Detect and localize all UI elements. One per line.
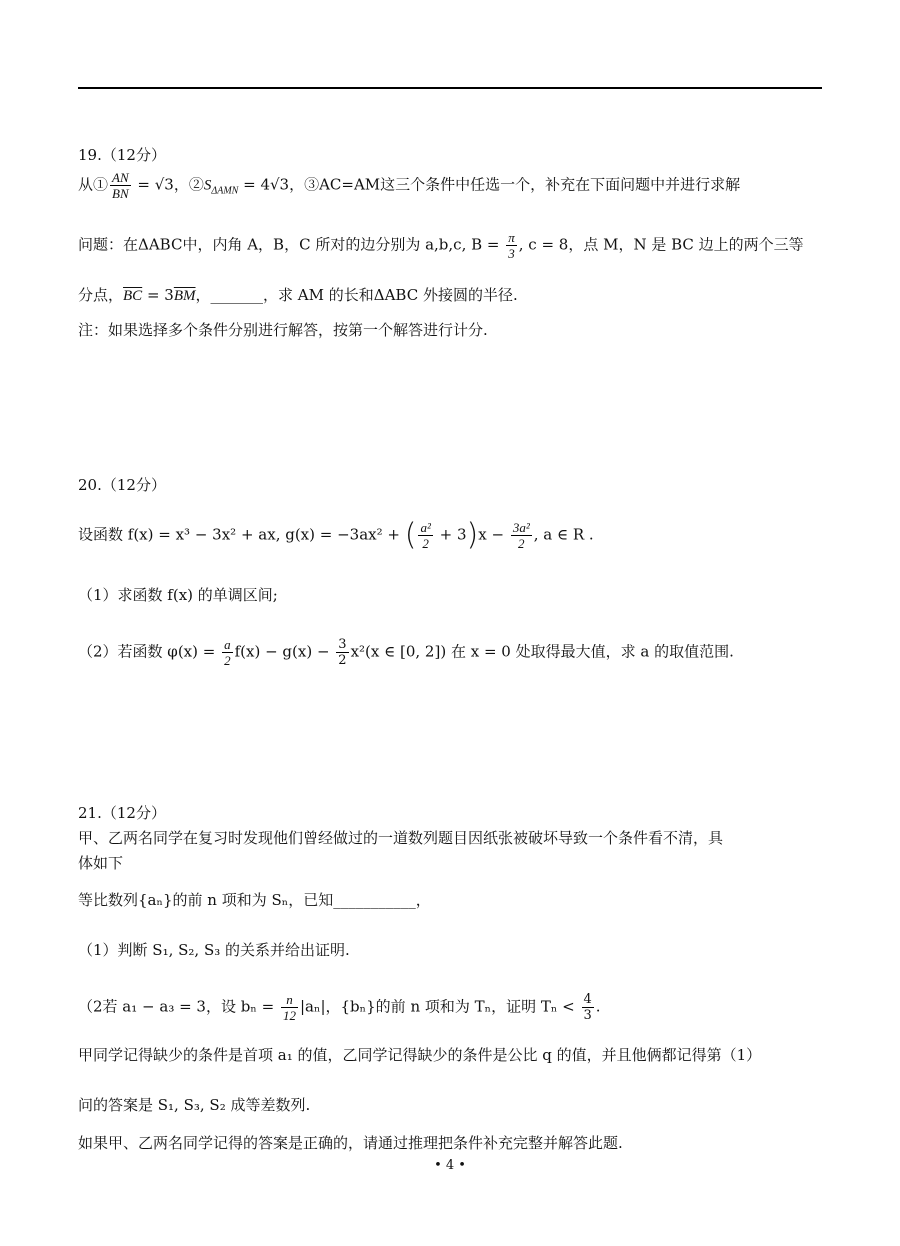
- q20-line1: 设函数 f(x) = x³ − 3x² + ax, g(x) = −3ax² + ( $\frac{\text{a²}}{2}$ + 3)x − $\frac{\text{3a²}}{2}$ , a ∈ R .: [78, 517, 594, 553]
- q21-part2: （2若 a₁ − a₃ = 3，设 bₙ = $\frac{n}{12}$ |aₙ|，{bₙ}的前 n 项和为 Tₙ，证明 Tₙ < $\frac{4}{3}$ .: [78, 992, 601, 1023]
- q19-header: 19.（12分）: [78, 146, 166, 164]
- q21-part1: （1）判断 S₁, S₂, S₃ 的关系并给出证明.: [78, 941, 350, 959]
- q21-line3: 等比数列{aₙ}的前 n 项和为 Sₙ，已知___________，: [78, 891, 431, 909]
- fraction-an-bn: $\frac{AN}{BN}$: [112, 170, 129, 201]
- fraction-a2-2: $\frac{\text{a²}}{2}$: [420, 520, 431, 551]
- q19-line1: 从① $\frac{AN}{BN}$ = √3，$②S_{\Delta AMN} = 4√3$，③AC=AM这三个条件中任选一个，补充在下面问题中并进行求解: [78, 170, 741, 201]
- fraction-a-2: $\frac{a}{2}$: [224, 637, 231, 668]
- q21-line1: 甲、乙两名同学在复习时发现他们曾经做过的一道数列题目因纸张被破坏导致一个条件看不清，具: [78, 829, 724, 847]
- q21-line4: 甲同学记得缺少的条件是首项 a₁ 的值，乙同学记得缺少的条件是公比 q 的值，并且他俩都记得第（1）: [78, 1046, 762, 1064]
- fraction-3a2-2: $\frac{\text{3a²}}{2}$: [512, 520, 530, 551]
- q19-note: 注：如果选择多个条件分别进行解答，按第一个解答进行计分.: [78, 321, 488, 339]
- q21-header: 21.（12分）: [78, 804, 166, 822]
- q20-header: 20.（12分）: [78, 476, 166, 494]
- fraction-n-12: $\frac{n}{12}$: [282, 992, 296, 1023]
- q20-part1: （1）求函数 f(x) 的单调区间;: [78, 586, 278, 604]
- q19-line2: 问题：在ΔABC中，内角 A，B，C 所对的边分别为 a,b,c, B = $\frac{\pi}{3}$ , c = 8，点 M，N 是 BC 边上的两个三等: [78, 230, 804, 261]
- q21-line5: 问的答案是 S₁, S₃, S₂ 成等差数列.: [78, 1096, 311, 1114]
- fraction-3-2: $\frac{3}{2}$: [338, 637, 347, 668]
- fraction-4-3: $\frac{4}{3}$: [583, 992, 592, 1023]
- q19-line3: 分点，$\overline{BC} = 3\overline{BM}$，_______，求 AM 的长和ΔABC 外接圆的半径.: [78, 286, 518, 304]
- page-number: • 4 •: [434, 1158, 466, 1173]
- q21-line2: 体如下: [78, 854, 124, 872]
- header-rule: [78, 87, 822, 89]
- q20-part2: （2）若函数 φ(x) = $\frac{a}{2}$ f(x) − g(x) − $\frac{3}{2}$ x²(x ∈ [0, 2]) 在 x = 0 处取得最大值，求 a 的取值范围.: [78, 637, 734, 668]
- q21-line6: 如果甲、乙两名同学记得的答案是正确的，请通过推理把条件补充完整并解答此题.: [78, 1134, 623, 1152]
- fraction-pi-3: $\frac{\pi}{3}$: [508, 230, 515, 261]
